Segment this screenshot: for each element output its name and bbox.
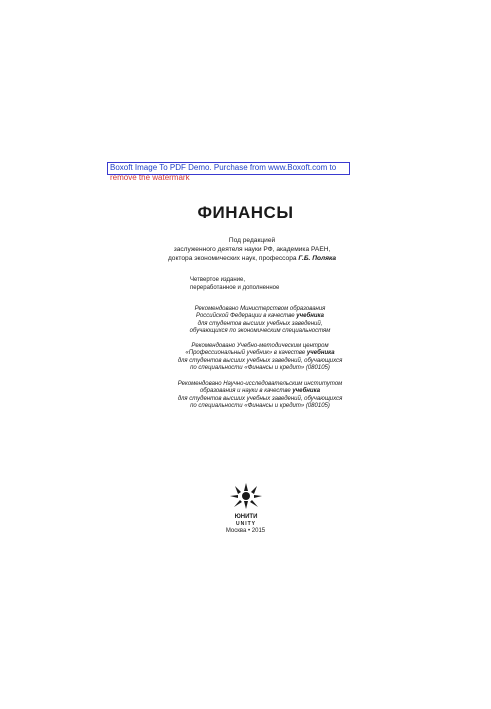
edition-line-2: переработанное и дополненное [190,285,280,291]
edition-line-1: Четвертое издание, [190,277,246,283]
editor-line-3-prefix: доктора экономических наук, профессора [167,255,297,262]
logo-text-1: ЮНИТИ [234,514,258,520]
watermark [109,163,349,183]
logo-text-2: UNITY [236,521,256,527]
editor-line-2: заслуженного деятеля науки РФ, академика РАЕН, [173,246,331,253]
recommendation-line [150,350,370,357]
editor-line-1: Под редакцией [228,237,276,244]
recommendation-bold: учебника [292,388,321,395]
recommendation-bold: учебника [296,313,324,320]
book-title: ФИНАНСЫ [197,203,294,222]
recommendation-line: обучающихся по экономическим специальностям [189,328,331,335]
edition-block [190,276,350,292]
recommendation-2 [150,343,370,373]
recommendation-line: Рекомендовано Министерством образования [194,306,326,312]
recommendation-text: образования и науки в качестве [199,388,291,395]
publisher-logo [226,482,266,528]
editor-line-3 [130,254,374,263]
recommendation-line [150,388,370,395]
unity-logo-icon [226,482,266,528]
recommendation-line: по специальности «Финансы и кредит» (080105) [190,403,330,410]
watermark-line-1[interactable]: Boxoft Image To PDF Demo. Purchase from www.Boxoft.com to [110,163,337,172]
recommendation-3 [150,381,370,411]
recommendation-line: Рекомендовано Учебно-методическим центром [191,343,329,349]
recommendation-text: Российской Федерации в качестве [196,313,295,320]
recommendation-1 [150,306,370,336]
recommendation-line: Рекомендовано Научно-исследовательским институтом [177,381,343,387]
editor-block [130,236,374,263]
recommendation-text: «Профессиональный учебник» в качестве [185,350,306,357]
recommendation-line: по специальности «Финансы и кредит» (080105) [190,365,330,372]
watermark-line-2: remove the watermark [110,173,190,182]
recommendation-bold: учебника [306,350,335,357]
recommendation-line [150,313,370,320]
recommendation-line: для студентов высших учебных заведений, обучающихся [177,395,343,402]
editor-name: Г.Б. Поляка [298,255,337,262]
recommendation-line: для студентов высших учебных заведений, [197,320,323,327]
recommendation-line: для студентов высших учебных заведений, обучающихся [177,357,343,364]
publisher-city-year: Москва • 2015 [225,528,266,534]
